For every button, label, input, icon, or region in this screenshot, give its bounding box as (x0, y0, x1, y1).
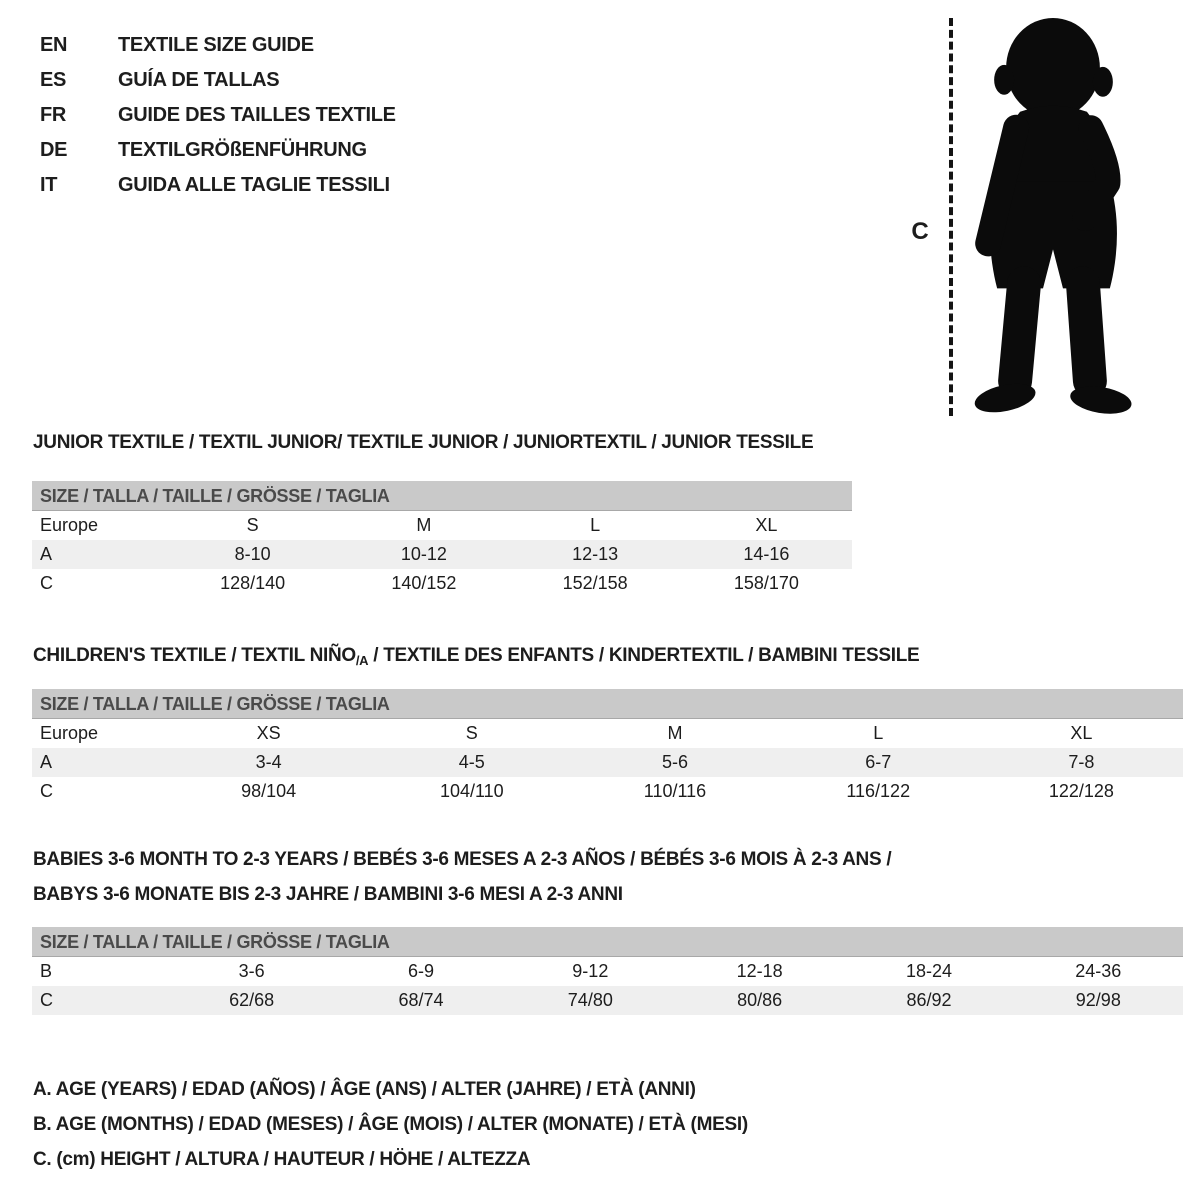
legend-line-c: C. (cm) HEIGHT / ALTURA / HAUTEUR / HÖHE / ALTEZZA (33, 1149, 531, 1170)
table-cell: 128/140 (220, 573, 286, 593)
table-cell: 5-6 (662, 752, 689, 772)
language-code: IT (40, 174, 58, 196)
guide-title: GUIDA ALLE TAGLIE TESSILI (118, 174, 390, 196)
table-cell: 6-7 (865, 752, 892, 772)
row-label: B (40, 961, 53, 981)
table-cell: 92/98 (1075, 990, 1121, 1010)
table-cell: 68/74 (398, 990, 444, 1010)
children-heading-suffix: / TEXTILE DES ENFANTS / KINDERTEXTIL / BAMBINI TESSILE (368, 645, 920, 666)
height-measure-line (949, 18, 953, 416)
language-code: FR (40, 104, 67, 126)
row-label: Europe (40, 723, 99, 743)
row-label: Europe (40, 515, 99, 535)
children-heading-subscript: /A (355, 653, 369, 668)
size-header-bar: SIZE / TALLA / TAILLE / GRÖSSE / TAGLIA (32, 927, 1183, 957)
table-cell: S (246, 515, 259, 535)
language-title-list (40, 28, 396, 203)
table-row-age (32, 540, 852, 569)
guide-title: GUÍA DE TALLAS (118, 69, 280, 91)
table-cell: 24-36 (1075, 961, 1122, 981)
table-cell: 7-8 (1068, 752, 1095, 772)
language-row-en (40, 28, 396, 63)
row-label: C (40, 990, 53, 1010)
table-cell: 62/68 (229, 990, 275, 1010)
table-row-height (32, 569, 852, 598)
table-row-height (32, 986, 1183, 1015)
babies-section-heading-line2: BABYS 3-6 MONATE BIS 2-3 JAHRE / BAMBINI 3-6 MESI A 2-3 ANNI (33, 884, 623, 905)
toddler-silhouette-icon (963, 16, 1140, 420)
table-cell: 110/116 (643, 781, 707, 801)
table-cell: 122/128 (1048, 781, 1114, 801)
table-cell: 98/104 (241, 781, 297, 801)
table-cell: 12-13 (572, 544, 619, 564)
size-header-bar: SIZE / TALLA / TAILLE / GRÖSSE / TAGLIA (32, 481, 852, 511)
babies-section-heading-line1: BABIES 3-6 MONTH TO 2-3 YEARS / BEBÉS 3-6 MESES A 2-3 AÑOS / BÉBÉS 3-6 MOIS À 2-3 ANS / (33, 849, 892, 870)
table-cell: 80/86 (737, 990, 783, 1010)
table-cell: 6-9 (407, 961, 434, 981)
table-cell: L (873, 723, 884, 743)
language-code: ES (40, 69, 67, 91)
language-row-de (40, 133, 396, 168)
table-cell: L (590, 515, 601, 535)
table-cell: 158/170 (733, 573, 799, 593)
legend-line-b: B. AGE (MONTHS) / EDAD (MESES) / ÂGE (MOIS) / ALTER (MONATE) / ETÀ (MESI) (33, 1114, 748, 1135)
junior-section-heading: JUNIOR TEXTILE / TEXTIL JUNIOR/ TEXTILE JUNIOR / JUNIORTEXTIL / JUNIOR TESSILE (33, 432, 814, 453)
row-label: C (40, 573, 53, 593)
table-cell: 74/80 (567, 990, 613, 1010)
table-cell: 116/122 (846, 781, 911, 801)
table-cell: 140/152 (391, 573, 457, 593)
table-cell: 10-12 (400, 544, 447, 564)
table-row-europe (32, 511, 852, 540)
guide-title: GUIDE DES TAILLES TEXTILE (118, 104, 396, 126)
table-cell: 152/158 (562, 573, 628, 593)
table-row-height (32, 777, 1183, 806)
legend-line-a: A. AGE (YEARS) / EDAD (AÑOS) / ÂGE (ANS) / ALTER (JAHRE) / ETÀ (ANNI) (33, 1079, 696, 1100)
table-cell: 14-16 (743, 544, 790, 564)
children-section-heading (33, 645, 919, 667)
table-cell: 104/110 (439, 781, 504, 801)
table-cell: 8-10 (234, 544, 271, 564)
language-row-es (40, 63, 396, 98)
table-cell: 9-12 (572, 961, 609, 981)
table-cell: 12-18 (736, 961, 783, 981)
table-cell: M (416, 515, 432, 535)
table-row-months (32, 957, 1183, 986)
height-measure-label: C (911, 218, 929, 245)
table-row-age (32, 748, 1183, 777)
table-cell: 4-5 (458, 752, 485, 772)
junior-size-table (32, 481, 852, 598)
language-code: EN (40, 34, 68, 56)
row-label: C (40, 781, 53, 801)
measurement-legend (33, 1072, 748, 1177)
children-heading-prefix: CHILDREN'S TEXTILE / TEXTIL NIÑO (33, 645, 356, 666)
babies-size-table (32, 927, 1183, 1015)
table-cell: 3-4 (255, 752, 282, 772)
language-code: DE (40, 139, 68, 161)
table-cell: XL (1070, 723, 1093, 743)
table-cell: S (465, 723, 478, 743)
guide-title: TEXTILGRÖßENFÜHRUNG (118, 139, 367, 161)
language-row-fr (40, 98, 396, 133)
table-cell: XL (755, 515, 778, 535)
size-header-bar: SIZE / TALLA / TAILLE / GRÖSSE / TAGLIA (32, 689, 1183, 719)
row-label: A (40, 752, 53, 772)
table-row-europe (32, 719, 1183, 748)
table-cell: 3-6 (238, 961, 265, 981)
language-row-it (40, 168, 396, 203)
row-label: A (40, 544, 53, 564)
children-size-table (32, 689, 1183, 806)
table-cell: 86/92 (906, 990, 952, 1010)
table-cell: XS (256, 723, 281, 743)
table-cell: M (667, 723, 683, 743)
table-cell: 18-24 (905, 961, 952, 981)
guide-title: TEXTILE SIZE GUIDE (118, 34, 314, 56)
